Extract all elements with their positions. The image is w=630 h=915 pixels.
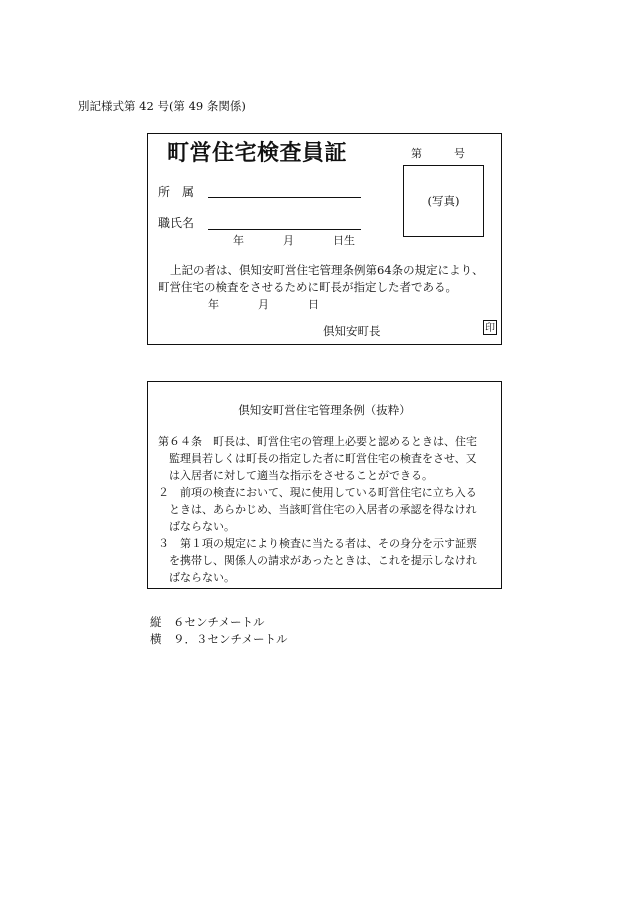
excerpt-line: 監理員若しくは町長の指定した者に町営住宅の検査をさせ、又 (158, 452, 477, 465)
name-label: 職氏名 (158, 216, 195, 230)
excerpt-line: 第６４条 町長は、町営住宅の管理上必要と認めるときは、住宅 (158, 435, 477, 448)
number-suffix: 号 (454, 147, 465, 160)
seal-mark: 印 (483, 320, 497, 335)
issuer-name: 倶知安町長 (323, 324, 381, 338)
affiliation-line (208, 197, 361, 198)
birth-month-label: 月 (283, 234, 294, 247)
excerpt-line: ばならない。 (158, 571, 235, 584)
photo-box (403, 165, 484, 237)
dimension-height: 縦 ６センチメートル (150, 615, 265, 629)
inspector-id-card (147, 133, 502, 345)
cert-line-2: 町営住宅の検査をさせるために町長が指定した者である。 (158, 280, 457, 294)
excerpt-line: ときは、あらかじめ、当該町営住宅の入居者の承認を得なけれ (158, 503, 477, 516)
issue-year-label: 年 (208, 298, 219, 311)
number-prefix: 第 (411, 147, 422, 160)
excerpt-title: 倶知安町営住宅管理条例（抜粋） (238, 403, 411, 417)
dimension-width: 横 ９．３センチメートル (150, 632, 288, 646)
card-number-label (411, 145, 465, 161)
name-line (208, 229, 361, 230)
birth-year-label: 年 (233, 234, 244, 247)
excerpt-line: は入居者に対して適当な指示をさせることができる。 (158, 469, 433, 482)
issue-day-label: 日 (308, 298, 319, 311)
photo-label: (写真) (427, 194, 460, 208)
excerpt-line: ３ 第１項の規定により検査に当たる者は、その身分を示す証票 (158, 537, 477, 550)
ordinance-excerpt-box (147, 381, 502, 589)
issue-month-label: 月 (258, 298, 269, 311)
card-title: 町営住宅検査員証 (167, 140, 348, 166)
birth-day-label: 日生 (333, 234, 355, 247)
excerpt-line: ばならない。 (158, 520, 235, 533)
form-number-label: 別記様式第 42 号(第 49 条関係) (78, 99, 246, 113)
certification-text (158, 262, 503, 296)
excerpt-line: ２ 前項の検査において、現に使用している町営住宅に立ち入る (158, 486, 477, 499)
affiliation-label: 所 属 (158, 185, 195, 199)
excerpt-line: を携帯し、関係人の請求があったときは、これを提示しなけれ (158, 554, 477, 567)
cert-line-1: 上記の者は、倶知安町営住宅管理条例第64条の規定により、 (170, 263, 484, 277)
